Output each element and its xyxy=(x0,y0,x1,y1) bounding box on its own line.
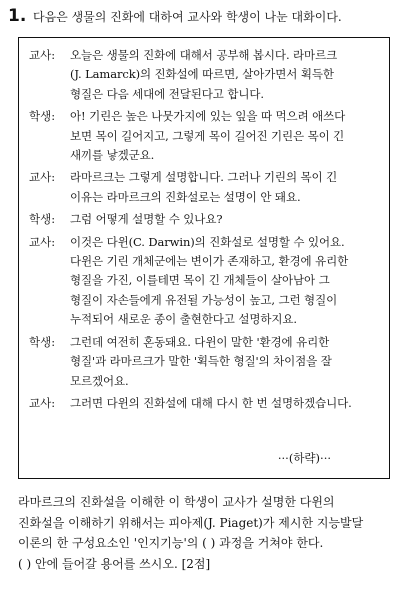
dialogue-entry xyxy=(29,394,381,413)
speaker-label: 교사: xyxy=(29,234,56,249)
utterance-text: 아! 기린은 높은 나뭇가지에 있는 잎을 따 먹으려 애쓰다 보면 목이 길어지고, 그렇게 목이 길어진 기린은 목이 긴 새끼를 낳겠군요. xyxy=(70,109,346,163)
question-title: 다음은 생물의 진화에 대하여 교사와 학생이 나눈 대화이다. xyxy=(33,10,342,24)
utterance-text: 라마르크는 그렇게 설명합니다. 그러나 기린의 목이 긴 이유는 라마르크의 진화설로는 설명이 안 돼요. xyxy=(70,170,338,204)
dialogue-box xyxy=(18,37,390,479)
utterance-text: 그런데 여전히 혼동돼요. 다윈이 말한 '환경에 유리한 형질'과 라마르크가 말한 '획득한 형질'의 차이점을 잘 모르겠어요. xyxy=(70,334,332,388)
dialogue-lines xyxy=(29,46,381,416)
dialogue-entry xyxy=(29,333,381,391)
dialogue-entry xyxy=(29,46,381,104)
question-number: 1. xyxy=(8,6,27,26)
utterance-text: 이것은 다윈(C. Darwin)의 진화설로 설명할 수 있어요. 다윈은 기린 개체군에는 변이가 존재하고, 환경에 유리한 형질을 가진, 이를테면 목이 긴 개체들이 살아남아 그 형질이 자손들에게 유전될 가능성이 높고, 그런 형질이 누적되어 새로운 종이 출현한다고 설명하지요. xyxy=(70,234,349,327)
utterance-text: 그럼 어떻게 설명할 수 있나요? xyxy=(70,212,223,227)
speaker-label: 학생: xyxy=(29,334,56,349)
speaker-label: 학생: xyxy=(29,109,56,124)
omission-mark: ···(하략)··· xyxy=(277,451,331,465)
speaker-label: 교사: xyxy=(29,395,56,410)
dialogue-entry xyxy=(29,107,381,165)
question-prompt: 라마르크의 진화설을 이해한 이 학생이 교사가 설명한 다윈의 진화설을 이해하기 위해서는 피아제(J. Piaget)가 제시한 지능발달 이론의 한 구성요소인 '인지기능'의 ( ) 과정을 거쳐야 한다. ( ) 안에 들어갈 용어를 쓰시오. [2점] xyxy=(18,495,364,571)
speaker-label: 교사: xyxy=(29,170,56,185)
dialogue-entry xyxy=(29,233,381,330)
dialogue-entry xyxy=(29,210,381,229)
speaker-label: 교사: xyxy=(29,48,56,62)
speaker-label: 학생: xyxy=(29,212,56,227)
utterance-text: 오늘은 생물의 진화에 대해서 공부해 봅시다. 라마르크 (J. Lamarck)의 진화설에 따르면, 살아가면서 획득한 형질은 다음 세대에 전달된다고 합니다. xyxy=(70,48,338,101)
utterance-text: 그러면 다윈의 진화설에 대해 다시 한 번 설명하겠습니다. xyxy=(70,395,352,410)
dialogue-entry xyxy=(29,168,381,207)
